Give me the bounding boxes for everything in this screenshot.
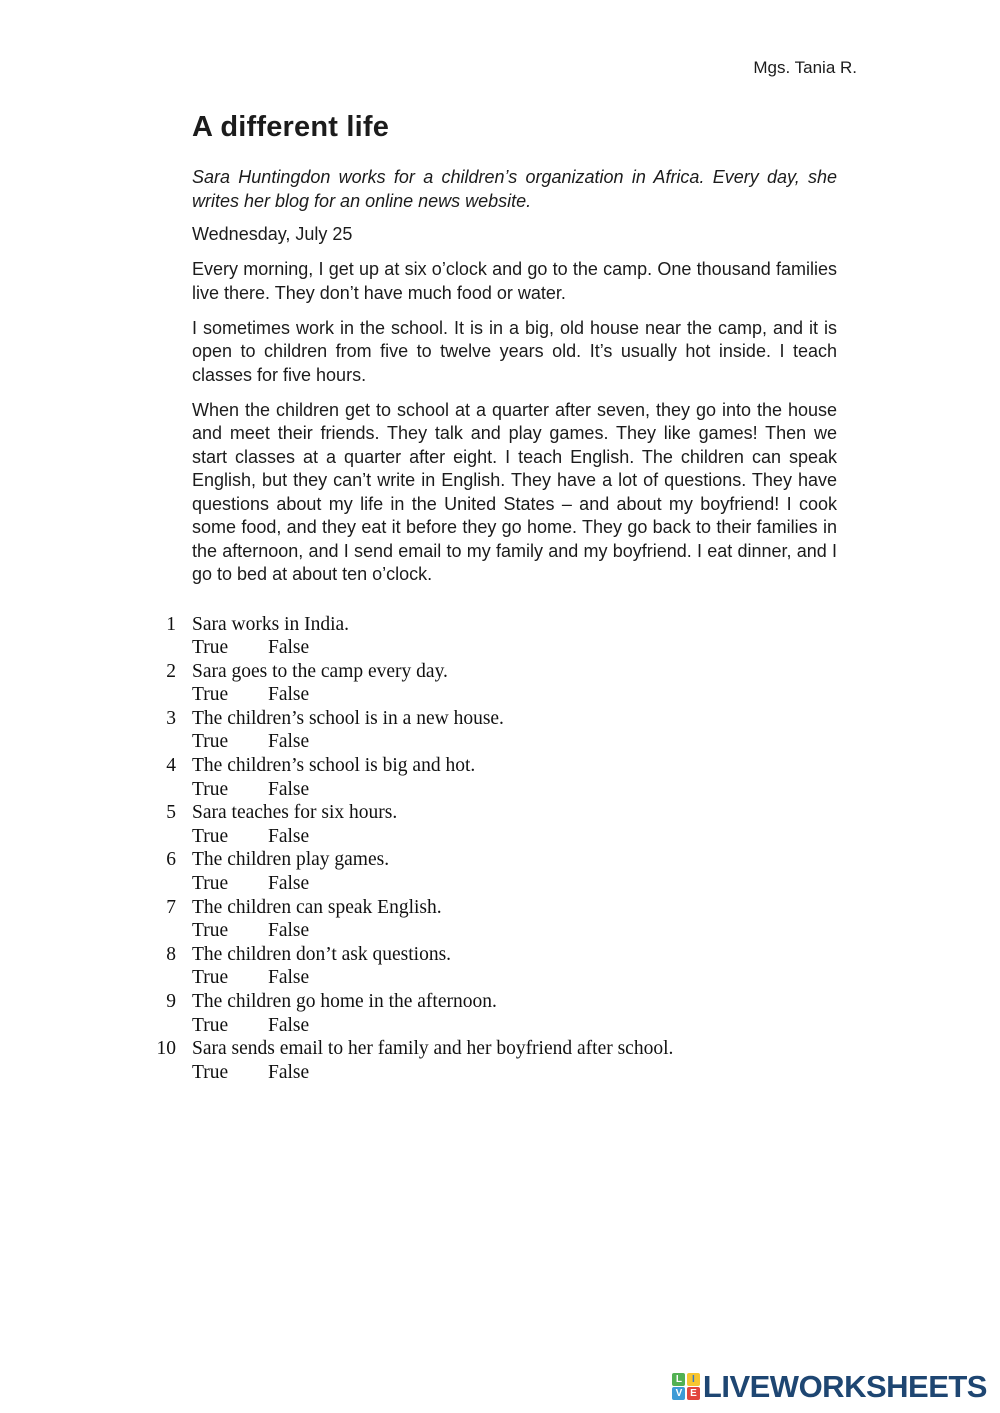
true-option[interactable]: True [192,873,229,895]
question-number: 3 [166,707,176,729]
question-options [192,966,837,990]
question-row-7 [154,896,837,943]
liveworksheets-logo[interactable] [672,1371,987,1402]
question-row-2 [154,660,837,707]
true-option[interactable]: True [192,967,229,989]
question-text: The children’s school is big and hot. [192,755,476,777]
question-number: 10 [156,1038,176,1060]
question-row-8 [154,943,837,990]
question-text: The children don’t ask questions. [192,943,452,965]
false-option[interactable]: False [268,873,310,895]
question-text: Sara sends email to her family and her boyfriend after school. [192,1038,674,1060]
question-row-10 [154,1037,837,1084]
question-text: Sara works in India. [192,613,350,635]
question-row-9 [154,990,837,1037]
true-option[interactable]: True [192,825,229,847]
question-number: 8 [166,943,176,965]
question-text: The children can speak English. [192,896,442,918]
true-option[interactable]: True [192,778,229,800]
date-line: Wednesday, July 25 [192,224,353,244]
page-title: A different life [192,111,390,143]
question-number: 7 [166,896,176,918]
false-option[interactable]: False [268,1061,310,1083]
question-text: Sara goes to the camp every day. [192,660,448,682]
false-option[interactable]: False [268,920,310,942]
question-options [192,1061,837,1085]
paragraph-2: I sometimes work in the school. It is in a big, old house near the camp, and it is open to children from five to twelve years old. It’s usually hot inside. I teach classes for five hours. [192,317,837,385]
logo-square-e: E [687,1387,700,1400]
true-option[interactable]: True [192,684,229,706]
false-option[interactable]: False [268,778,310,800]
question-number: 2 [166,660,176,682]
question-number: 5 [166,802,176,824]
liveworksheets-logo-text: LIVEWORKSHEETS [702,1369,987,1404]
false-option[interactable]: False [268,731,310,753]
liveworksheets-logo-icon [672,1373,700,1401]
paragraph-3: When the children get to school at a quarter after seven, they go into the house and meet their friends. They talk and play games. They like games! Then we start classes at a quarter after eight. I teach English. The children can speak English, but they can’t write in English. They have a lot of questions. They have questions about my life in the United States – and about my boyfriend! I cook some food, and they eat it before they go home. They go back to their families in the afternoon, and I send email to my family and my boyfriend. I eat dinner, and I go to bed at about ten o’clock. [192,399,837,584]
false-option[interactable]: False [268,684,310,706]
true-option[interactable]: True [192,1014,229,1036]
false-option[interactable]: False [268,637,310,659]
question-row-4 [154,754,837,801]
logo-square-l: L [672,1373,685,1386]
question-number: 4 [166,755,176,777]
question-text: The children go home in the afternoon. [192,991,497,1012]
true-option[interactable]: True [192,920,229,942]
question-number: 6 [166,849,176,871]
true-option[interactable]: True [192,637,229,659]
question-number: 9 [166,991,176,1012]
question-row-3 [154,707,837,754]
question-options [192,636,837,660]
question-row-5 [154,801,837,848]
author-name: Mgs. Tania R. [753,58,857,77]
logo-square-v: V [672,1387,685,1400]
false-option[interactable]: False [268,1014,310,1036]
question-text: The children play games. [192,849,390,871]
question-number: 1 [166,613,176,635]
question-row-1 [154,613,837,660]
question-row-6 [154,848,837,895]
question-text: Sara teaches for six hours. [192,802,398,824]
question-options [192,872,837,896]
question-list [154,613,837,1085]
question-options [192,730,837,754]
paragraph-1: Every morning, I get up at six o’clock and go to the camp. One thousand families live there. They don’t have much food or water. [192,259,837,303]
question-options [192,919,837,943]
logo-square-i: I [687,1373,700,1386]
true-option[interactable]: True [192,731,229,753]
question-text: The children’s school is in a new house. [192,707,504,729]
question-options [192,1014,837,1038]
question-options [192,825,837,849]
false-option[interactable]: False [268,967,310,989]
question-options [192,778,837,802]
false-option[interactable]: False [268,825,310,847]
true-option[interactable]: True [192,1061,229,1083]
intro-text: Sara Huntingdon works for a children’s organization in Africa. Every day, she writes her blog for an online news website. [192,167,837,211]
question-options [192,683,837,707]
